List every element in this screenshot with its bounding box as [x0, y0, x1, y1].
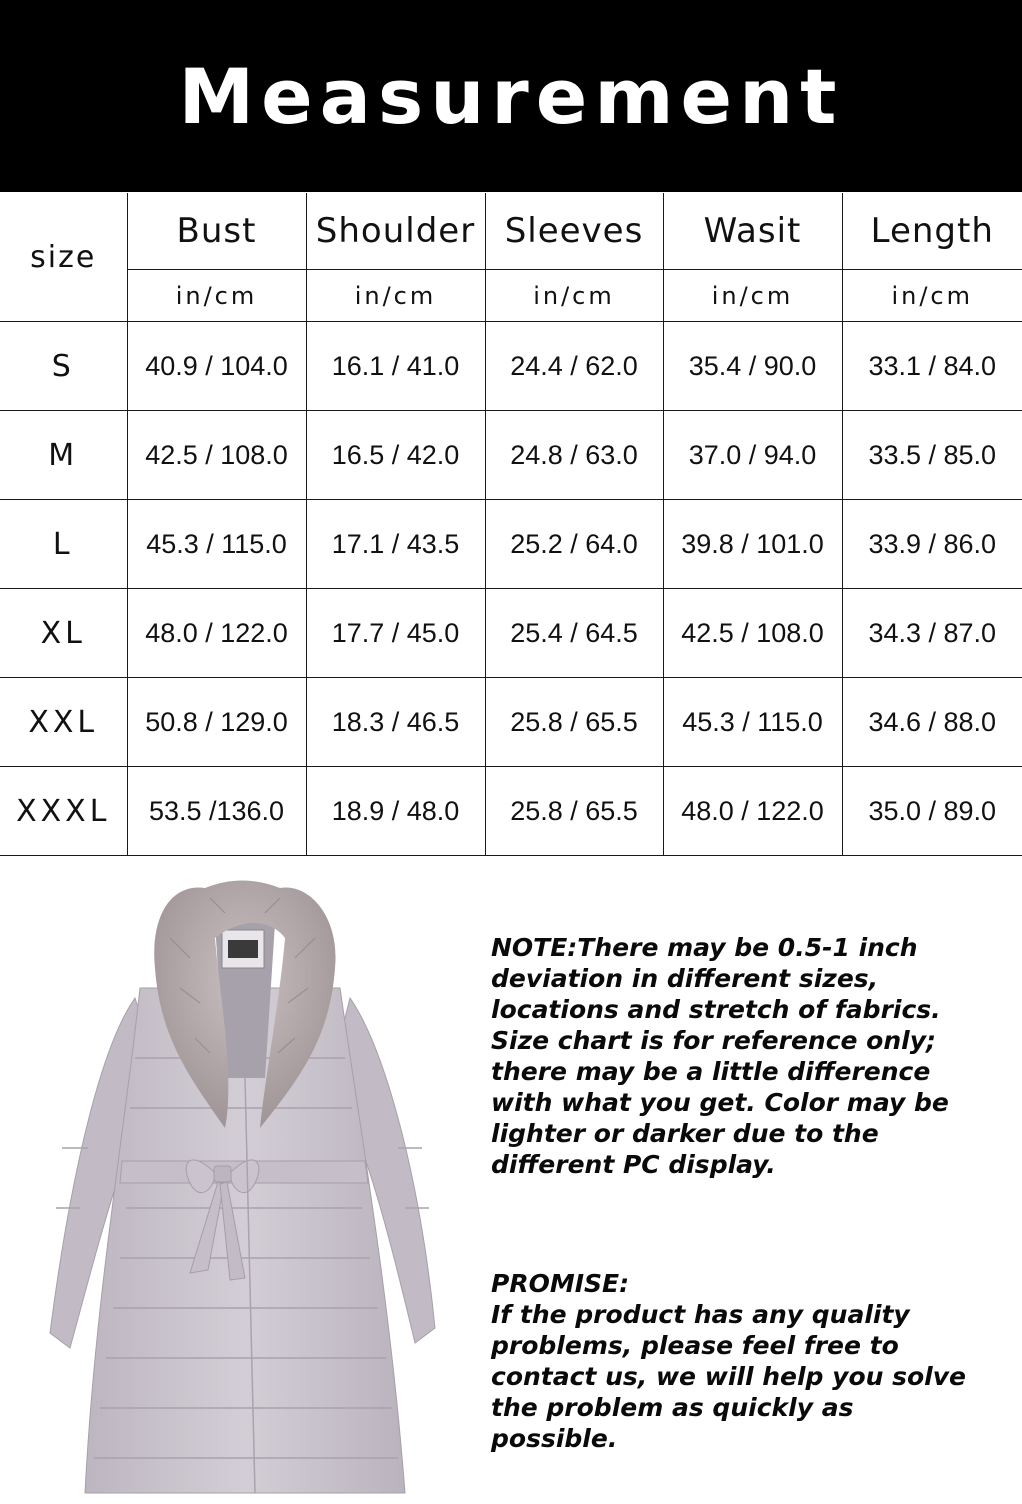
note-line: with what you get. Color may be	[491, 1088, 949, 1117]
unit-label: in/cm	[485, 270, 663, 322]
table-cell: 25.8 / 65.5	[485, 767, 663, 856]
coat-icon	[40, 878, 440, 1500]
table-cell: 33.1 / 84.0	[842, 322, 1022, 411]
promise-text-block	[491, 1268, 991, 1454]
promise-line: contact us, we will help you solve	[491, 1362, 966, 1391]
size-column-header: size	[0, 193, 127, 322]
note-line: there may be a little difference	[491, 1057, 931, 1086]
size-label: S	[0, 322, 127, 411]
table-cell: 25.2 / 64.0	[485, 500, 663, 589]
column-header-shoulder: Shoulder	[306, 193, 485, 270]
table-cell: 17.7 / 45.0	[306, 589, 485, 678]
table-cell: 35.4 / 90.0	[663, 322, 842, 411]
table-cell: 25.4 / 64.5	[485, 589, 663, 678]
table-cell: 16.5 / 42.0	[306, 411, 485, 500]
table-cell: 42.5 / 108.0	[127, 411, 306, 500]
table-cell: 48.0 / 122.0	[663, 767, 842, 856]
header-banner	[0, 0, 1022, 192]
size-label: XL	[0, 589, 127, 678]
note-text-block	[491, 932, 991, 1180]
table-cell: 42.5 / 108.0	[663, 589, 842, 678]
note-line: locations and stretch of fabrics.	[491, 995, 941, 1024]
table-row	[0, 500, 1022, 589]
table-cell: 39.8 / 101.0	[663, 500, 842, 589]
table-cell: 16.1 / 41.0	[306, 322, 485, 411]
table-cell: 18.3 / 46.5	[306, 678, 485, 767]
table-cell: 24.8 / 63.0	[485, 411, 663, 500]
table-cell: 45.3 / 115.0	[127, 500, 306, 589]
table-cell: 33.5 / 85.0	[842, 411, 1022, 500]
table-cell: 53.5 /136.0	[127, 767, 306, 856]
size-label: XXL	[0, 678, 127, 767]
size-chart-table	[0, 193, 1022, 856]
table-row	[0, 322, 1022, 411]
note-line: deviation in different sizes,	[491, 964, 879, 993]
table-row	[0, 589, 1022, 678]
table-cell: 34.6 / 88.0	[842, 678, 1022, 767]
unit-label: in/cm	[127, 270, 306, 322]
size-label: M	[0, 411, 127, 500]
table-cell: 45.3 / 115.0	[663, 678, 842, 767]
column-header-waist: Wasit	[663, 193, 842, 270]
size-label: XXXL	[0, 767, 127, 856]
unit-label: in/cm	[663, 270, 842, 322]
note-line: lighter or darker due to the	[491, 1119, 879, 1148]
unit-label: in/cm	[306, 270, 485, 322]
column-header-sleeves: Sleeves	[485, 193, 663, 270]
table-cell: 48.0 / 122.0	[127, 589, 306, 678]
table-cell: 37.0 / 94.0	[663, 411, 842, 500]
column-header-bust: Bust	[127, 193, 306, 270]
table-row	[0, 767, 1022, 856]
table-cell: 35.0 / 89.0	[842, 767, 1022, 856]
note-line: NOTE:There may be 0.5-1 inch	[491, 933, 918, 962]
unit-label: in/cm	[842, 270, 1022, 322]
table-cell: 24.4 / 62.0	[485, 322, 663, 411]
table-row	[0, 678, 1022, 767]
promise-line: If the product has any quality	[491, 1300, 910, 1329]
table-cell: 17.1 / 43.5	[306, 500, 485, 589]
note-line: different PC display.	[491, 1150, 776, 1179]
table-cell: 40.9 / 104.0	[127, 322, 306, 411]
size-label: L	[0, 500, 127, 589]
promise-line: PROMISE:	[491, 1269, 630, 1298]
table-row	[0, 411, 1022, 500]
promise-line: the problem as quickly as	[491, 1393, 854, 1422]
column-header-length: Length	[842, 193, 1022, 270]
table-cell: 50.8 / 129.0	[127, 678, 306, 767]
page-title: Measurement	[178, 51, 844, 141]
promise-line: problems, please feel free to	[491, 1331, 899, 1360]
promise-line: possible.	[491, 1424, 618, 1453]
coat-product-image	[40, 878, 440, 1500]
table-cell: 18.9 / 48.0	[306, 767, 485, 856]
table-cell: 33.9 / 86.0	[842, 500, 1022, 589]
table-cell: 25.8 / 65.5	[485, 678, 663, 767]
table-cell: 34.3 / 87.0	[842, 589, 1022, 678]
note-line: Size chart is for reference only;	[491, 1026, 937, 1055]
